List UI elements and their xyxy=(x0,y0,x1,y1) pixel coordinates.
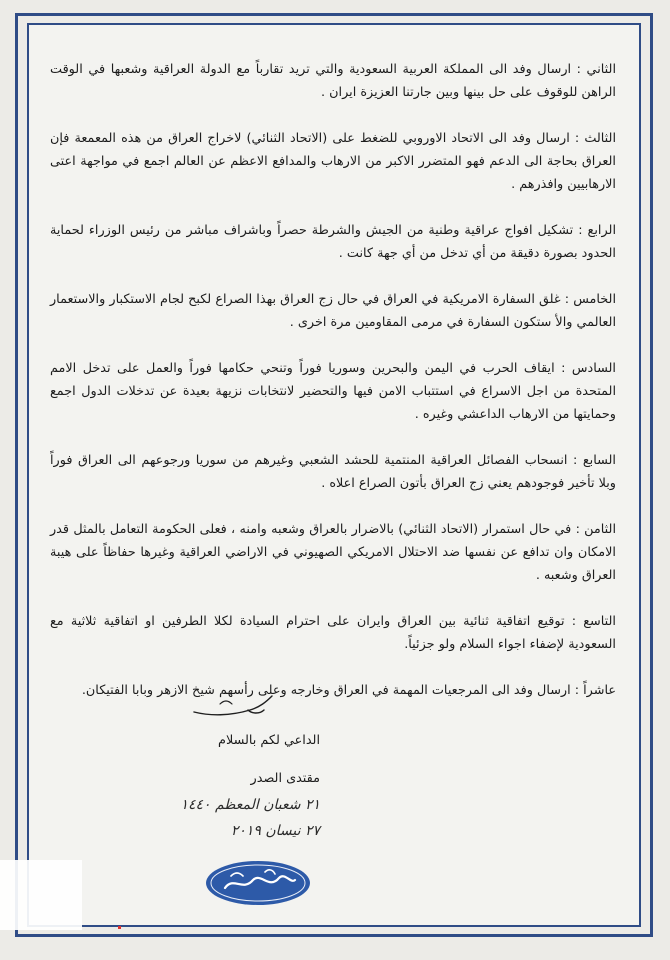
paragraph-sixth: السادس : ايقاف الحرب في اليمن والبحرين وسوريا فوراً وتنحي حكامها فوراً والعمل على تدخل الامم المتحدة من اجل الاسراع في استتباب الامن فيها والتحضير لانتخابات نزيهة بعيدة عن تدخلات الدول اجمع وحمايتها من الارهاب الداعشي وغيره . xyxy=(50,361,616,422)
closing-block xyxy=(140,703,320,841)
paragraph-seventh: السابع : انسحاب الفصائل العراقية المنتمية للحشد الشعبي وغيرهم من سوريا ورجوعهم الى العراق فوراً وبلا تأخير فوجودهم يعني زج العراق بأتون الصراع اعلاه . xyxy=(50,453,616,491)
paragraph-third: الثالث : ارسال وفد الى الاتحاد الاوروبي للضغط على (الاتحاد الثنائي) لاخراج العراق من هذه المعمعة فإن العراق بحاجة الى الدعم فهو المتضرر الاكبر من الارهاب والمدافع الاعظم عن العالم اجمع في مواجهة اعتى الارهابيين وافذرهم . xyxy=(50,131,616,192)
signature-space xyxy=(140,703,320,731)
gregorian-date: ٢٧ نيسان ٢٠١٩ xyxy=(230,823,320,839)
corner-mark xyxy=(118,926,121,929)
official-seal xyxy=(203,858,313,908)
paragraph-fourth: الرابع : تشكيل افواج عراقية وطنية من الجيش والشرطة حصراً وباشراف مباشر من رئيس الوزراء لحماية الحدود بصورة دقيقة من أي تدخل من أي جهة كانت . xyxy=(50,223,616,261)
paragraph-second: الثاني : ارسال وفد الى المملكة العربية السعودية والتي تريد تقارباً مع الدولة العراقية وشعبها في الوقت الراهن للوقوف على حل بينها وبين جارتنا العزيزة ايران . xyxy=(50,62,616,100)
signatory-name: مقتدى الصدر xyxy=(250,771,320,786)
paragraph-fifth: الخامس : غلق السفارة الامريكية في العراق في حال زج العراق بهذا الصراع لكبح لجام الاستكبار والاستعمار العالمي والأ ستكون السفارة في مرمى المقاومين مرة اخرى . xyxy=(50,292,616,330)
salutation: الداعي لكم بالسلام xyxy=(218,733,320,748)
corner-patch xyxy=(0,860,82,930)
hijri-date: ٢١ شعبان المعظم ١٤٤٠ xyxy=(180,797,320,813)
letter-body xyxy=(50,58,616,702)
paragraph-eighth: الثامن : في حال استمرار (الاتحاد الثنائي) بالاضرار بالعراق وشعبه وامنه ، فعلى الحكومة التعامل بالمثل قدر الامكان وان تدافع عن نفسها ضد الاحتلال الامريكي الصهيوني في الاراضي العراقية وغيرها حفاظاً على هيبة العراق وشعبه . xyxy=(50,522,616,583)
paragraph-ninth: التاسع : توقيع اتفاقية ثنائية بين العراق وايران على احترام السيادة لكلا الطرفين او اتفاقية ثلاثية مع السعودية لإضفاء اجواء السلام ولو جزئياً. xyxy=(50,614,616,652)
paragraph-tenth: عاشراً : ارسال وفد الى المرجعيات المهمة في العراق وخارجه وعلى رأسهم شيخ الازهر وبابا الفتيكان. xyxy=(81,683,616,698)
